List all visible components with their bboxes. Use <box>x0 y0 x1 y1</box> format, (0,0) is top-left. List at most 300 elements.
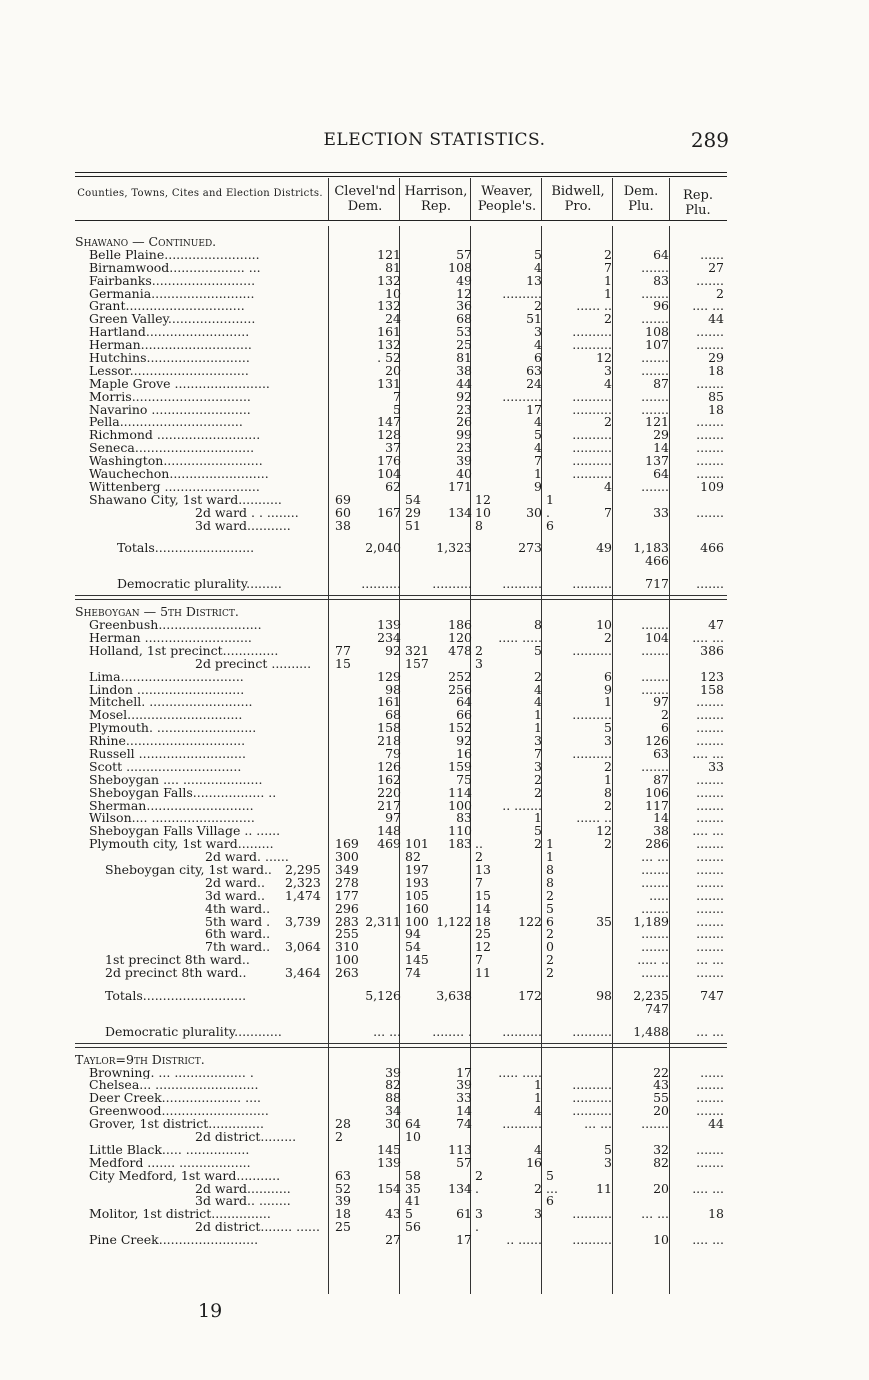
cell-pp: 2 <box>534 298 542 314</box>
cell-dpl: 104 <box>645 629 669 645</box>
cell-rep: 478 <box>448 642 472 658</box>
ward-value: 6 <box>546 517 554 533</box>
ward-value: 18 <box>335 1206 351 1222</box>
cell-rpl: 2 <box>716 285 724 301</box>
table-row <box>75 967 727 980</box>
cell-dem: 132 <box>377 337 401 353</box>
ward-value: 38 <box>335 517 351 533</box>
election-table <box>75 236 727 1247</box>
cell-pp: 17 <box>526 401 542 417</box>
cell-pp: 5 <box>534 823 542 839</box>
ward-value: 3,739 <box>285 913 321 929</box>
district-name: Sheboygan .... .................... <box>89 773 263 787</box>
cell-dem: 218 <box>377 733 401 749</box>
cell-rep: 36 <box>456 298 472 314</box>
cell-rep: 40 <box>456 466 472 482</box>
cell-dpl: 82 <box>653 1154 669 1170</box>
cell-rpl: ...... <box>700 246 724 262</box>
table-row <box>75 542 727 555</box>
district-name: 6th ward.. <box>205 928 271 942</box>
cell-pro: 4 <box>604 478 612 494</box>
row-gap <box>75 1016 727 1026</box>
cell-dpl: 33 <box>653 504 669 520</box>
table-row <box>75 339 727 352</box>
district-name: Rhine.............................. <box>89 735 246 748</box>
ward-value: 1 <box>546 849 554 865</box>
cell-rpl: ....... <box>696 836 724 852</box>
cell-pp: 4 <box>534 694 542 710</box>
cell-pp: 4 <box>534 259 542 275</box>
ward-value: 10 <box>475 504 491 520</box>
table-row <box>75 1154 727 1170</box>
ward-value: 3,464 <box>285 965 321 981</box>
ward-value: 15 <box>475 887 491 903</box>
cell-dpl: ....... <box>641 939 669 955</box>
cell-rpl: ....... <box>696 324 724 340</box>
cell-dem: 2,040 <box>365 540 401 556</box>
cell-rpl: ...... <box>700 1064 724 1080</box>
table-row <box>75 812 727 825</box>
cell-rpl: ....... <box>696 900 724 916</box>
cell-pp: 3 <box>534 324 542 340</box>
cell-rep: 26 <box>456 414 472 430</box>
district-name: Deer Creek.................... .... <box>89 1092 262 1106</box>
cell-rpl: .... ... <box>692 823 724 839</box>
cell-rpl: 18 <box>708 362 724 378</box>
ward-value: 177 <box>335 887 359 903</box>
cell-pp: 2 <box>534 668 542 684</box>
cell-dem: 92 <box>385 642 401 658</box>
table-row <box>75 928 727 941</box>
cell-dem: 145 <box>377 1141 401 1157</box>
cell-rep: 49 <box>456 272 472 288</box>
cell-rpl: ....... <box>696 1077 724 1093</box>
column-header-dem-plu: Dem. Plu. <box>623 184 659 214</box>
ward-value: 349 <box>335 861 359 877</box>
cell-pro: 3 <box>604 362 612 378</box>
cell-rpl: ....... <box>696 1154 724 1170</box>
cell-rep: 17 <box>456 1232 472 1248</box>
cell-rep: 183 <box>448 836 472 852</box>
table-row <box>75 681 727 697</box>
cell-rpl: 44 <box>708 311 724 327</box>
ward-value: 7 <box>475 952 483 968</box>
table-row <box>75 416 727 429</box>
cell-pro: ...... .. <box>576 298 612 314</box>
page-number: 289 <box>690 128 729 152</box>
cell-dem: 10 <box>385 285 401 301</box>
cell-pp: .......... <box>502 1023 542 1039</box>
cell-pp: 6 <box>534 350 542 366</box>
cell-pro: 35 <box>596 913 612 929</box>
cell-dem: 27 <box>385 1232 401 1248</box>
cell-pro: 5 <box>604 1141 612 1157</box>
ward-value: 100 <box>335 952 359 968</box>
cell-dem: 37 <box>385 440 401 456</box>
cell-dpl: 29 <box>653 427 669 443</box>
district-name: Plymouth. ......................... <box>89 722 257 736</box>
cell-rpl: ....... <box>696 1090 724 1106</box>
ward-value: 39 <box>335 1193 351 1209</box>
ward-value: . <box>475 1219 479 1235</box>
ward-value: 7 <box>475 874 483 890</box>
cell-pro: 3 <box>604 733 612 749</box>
ward-value: ... <box>546 1180 558 1196</box>
cell-pro: 12 <box>596 823 612 839</box>
header-divider <box>399 178 400 220</box>
county-heading-row <box>75 606 727 619</box>
cell-rep: 256 <box>448 681 472 697</box>
district-name: 2d ward.. <box>205 876 266 890</box>
table-row <box>75 1131 727 1144</box>
cell-dem: 131 <box>377 375 401 391</box>
cell-dem: 97 <box>385 810 401 826</box>
cell-pro: 2 <box>604 797 612 813</box>
district-name: 3d ward........... <box>195 519 291 533</box>
ward-value: 41 <box>405 1193 421 1209</box>
cell-rpl: .... ... <box>692 745 724 761</box>
cell-pro: .......... <box>572 401 612 417</box>
cell-dpl: ....... <box>641 285 669 301</box>
cell-dpl: 97 <box>653 694 669 710</box>
cell-pro: ...... .. <box>576 810 612 826</box>
table-row <box>75 401 727 417</box>
cell-dpl: 32 <box>653 1141 669 1157</box>
cell-pro: 1 <box>604 694 612 710</box>
cell-dem: 161 <box>377 324 401 340</box>
district-name: 2d precinct 8th ward.. <box>105 967 247 980</box>
cell-pp: 4 <box>534 414 542 430</box>
cell-pp: 7 <box>534 745 542 761</box>
cell-rpl: ....... <box>696 337 724 353</box>
district-name: Plymouth city, 1st ward......... <box>89 838 274 852</box>
cell-dem: 154 <box>377 1180 401 1196</box>
cell-pp: 13 <box>526 272 542 288</box>
ward-value: 15 <box>335 655 351 671</box>
cell-pp: 1 <box>534 720 542 736</box>
table-row <box>75 1064 727 1080</box>
cell-rep: 186 <box>448 617 472 633</box>
ward-value: 82 <box>405 849 421 865</box>
ward-value: 77 <box>335 642 351 658</box>
table-row <box>75 941 727 954</box>
cell-dpl: 63 <box>653 745 669 761</box>
cell-pro: 1 <box>604 272 612 288</box>
table-row <box>75 735 727 748</box>
cell-dem: 104 <box>377 466 401 482</box>
ward-value: 52 <box>335 1180 351 1196</box>
cell-pro: .......... <box>572 440 612 456</box>
table-row <box>75 619 727 632</box>
district-name: 2d district......... <box>195 1131 297 1144</box>
cell-rpl: 18 <box>708 401 724 417</box>
ward-value: .. <box>475 836 483 852</box>
cell-dpl: ....... <box>641 311 669 327</box>
cell-dpl: ....... <box>641 259 669 275</box>
district-name: Maple Grove ........................ <box>89 377 270 391</box>
cell-dpl: ... ... <box>641 849 669 865</box>
cell-dem: 132 <box>377 272 401 288</box>
district-name: Scott ............................. <box>89 760 242 774</box>
table-row <box>75 745 727 761</box>
cell-pro: 6 <box>604 668 612 684</box>
ward-value: 3,064 <box>285 939 321 955</box>
cell-dem: 79 <box>385 745 401 761</box>
cell-dem: 234 <box>377 629 401 645</box>
cell-rep: 33 <box>456 1090 472 1106</box>
table-row <box>75 517 727 533</box>
ward-value: 1 <box>546 491 554 507</box>
cell-dem: 68 <box>385 707 401 723</box>
cell-rpl: ....... <box>696 504 724 520</box>
cell-dpl: ....... <box>641 926 669 942</box>
ward-value: 2 <box>546 952 554 968</box>
ward-value: 5 <box>546 1167 554 1183</box>
ward-value: 63 <box>335 1167 351 1183</box>
district-name: Richmond .......................... <box>89 429 261 443</box>
district-name: Grover, 1st district.............. <box>89 1118 264 1132</box>
ward-value: 69 <box>335 491 351 507</box>
section-double-rule <box>75 595 727 600</box>
ward-value: 8 <box>546 874 554 890</box>
cell-pp: 4 <box>534 1103 542 1119</box>
cell-rep: 252 <box>448 668 472 684</box>
table-row <box>75 954 727 967</box>
cell-rpl: 44 <box>708 1116 724 1132</box>
cell-rpl: ....... <box>696 720 724 736</box>
cell-pro: 2 <box>604 836 612 852</box>
cell-rep: 134 <box>448 1180 472 1196</box>
cell-pro: 5 <box>604 720 612 736</box>
cell-rep: 57 <box>456 246 472 262</box>
district-name: Democratic plurality............ <box>105 1025 282 1039</box>
cell-pp: 1 <box>534 1090 542 1106</box>
district-name: Green Valley...................... <box>89 313 256 327</box>
district-name: Holland, 1st precinct.............. <box>89 644 279 658</box>
table-row <box>75 442 727 455</box>
cell-pro: 12 <box>596 350 612 366</box>
table-row <box>75 478 727 494</box>
ward-value: 51 <box>405 517 421 533</box>
cell-pp: 63 <box>526 362 542 378</box>
ward-value: 101 <box>405 836 429 852</box>
district-name: Sheboygan city, 1st ward.. <box>105 863 272 877</box>
district-name: 1st precinct 8th ward.. <box>105 954 250 968</box>
cell-pp: 4 <box>534 681 542 697</box>
county-heading: Sheboygan — 5th District. <box>75 606 239 620</box>
cell-dem: 7 <box>393 388 401 404</box>
cell-pp: 51 <box>526 311 542 327</box>
cell-dem: 158 <box>377 720 401 736</box>
ward-value: 10 <box>405 1129 421 1144</box>
cell-dpl: 87 <box>653 375 669 391</box>
ward-value: 13 <box>475 861 491 877</box>
cell-rpl: ....... <box>696 272 724 288</box>
cell-rpl: ....... <box>696 887 724 903</box>
table-row <box>75 655 727 671</box>
cell-rep: 14 <box>456 1103 472 1119</box>
table-row <box>75 1221 727 1234</box>
cell-pp: 1 <box>534 810 542 826</box>
cell-dpl: ....... <box>641 617 669 633</box>
cell-dem: 43 <box>385 1206 401 1222</box>
ward-value: 157 <box>405 655 429 671</box>
cell-pro: .......... <box>572 745 612 761</box>
cell-rpl: ....... <box>696 466 724 482</box>
ward-value: 169 <box>335 836 359 852</box>
ward-value: 145 <box>405 952 429 968</box>
district-name: Sheboygan Falls.................. .. <box>89 786 277 800</box>
ward-value: 3 <box>475 1206 483 1222</box>
ward-value: 56 <box>405 1219 421 1235</box>
table-row <box>75 326 727 339</box>
cell-dpl: 107 <box>645 337 669 353</box>
cell-rep: 12 <box>456 285 472 301</box>
header-divider <box>470 178 471 220</box>
cell-dpl: 6 <box>661 720 669 736</box>
cell-dpl: ....... <box>641 642 669 658</box>
ward-value: 12 <box>475 491 491 507</box>
table-row <box>75 797 727 813</box>
cell-rpl: 386 <box>700 642 724 658</box>
district-name: Greenwood........................... <box>89 1105 269 1119</box>
cell-rpl: ... ... <box>696 952 724 968</box>
column-header-pro: Bidwell, Pro. <box>551 184 605 214</box>
cell-rpl: ....... <box>696 874 724 890</box>
cell-rpl: ....... <box>696 939 724 955</box>
cell-dpl: 717 <box>645 576 669 592</box>
ward-value: 100 <box>405 913 429 929</box>
cell-dpl: 43 <box>653 1077 669 1093</box>
cell-dpl: 286 <box>645 836 669 852</box>
cell-dem: 128 <box>377 427 401 443</box>
cell-pro: 2 <box>604 414 612 430</box>
cell-dem: 161 <box>377 694 401 710</box>
county-heading-row <box>75 236 727 249</box>
cell-pp: .......... <box>502 576 542 592</box>
cell-rpl: 466 <box>700 540 724 556</box>
cell-pp: 9 <box>534 478 542 494</box>
ward-value: 54 <box>405 939 421 955</box>
district-name: City Medford, 1st ward........... <box>89 1169 281 1183</box>
row-gap <box>75 568 727 578</box>
table-row <box>75 285 727 301</box>
cell-dpl: 108 <box>645 324 669 340</box>
table-row <box>75 1023 727 1039</box>
ward-value: 35 <box>405 1180 421 1196</box>
cell-dpl: 747 <box>645 1000 669 1016</box>
ward-value: 310 <box>335 939 359 955</box>
column-header-peoples: Weaver, People's. <box>477 184 537 214</box>
table-row <box>75 1180 727 1196</box>
table-row <box>75 429 727 442</box>
cell-pp: 8 <box>534 617 542 633</box>
cell-pp: 3 <box>534 758 542 774</box>
district-name: Mosel............................. <box>89 709 243 723</box>
cell-dpl: ....... <box>641 362 669 378</box>
table-row <box>75 1118 727 1131</box>
cell-dem: 469 <box>377 836 401 852</box>
cell-pp: 24 <box>526 375 542 391</box>
page-header <box>0 130 869 154</box>
table-row <box>75 504 727 520</box>
ward-value: 255 <box>335 926 359 942</box>
cell-pp: 2 <box>534 1180 542 1196</box>
ward-value: 60 <box>335 504 351 520</box>
cell-rep: 108 <box>448 259 472 275</box>
district-name: Sheboygan Falls Village .. ...... <box>89 825 281 839</box>
table-row <box>75 825 727 838</box>
ward-value: 1 <box>546 836 554 852</box>
cell-pro: 3 <box>604 1154 612 1170</box>
cell-pro: .......... <box>572 1077 612 1093</box>
cell-pp: 1 <box>534 707 542 723</box>
ward-value: 263 <box>335 965 359 981</box>
cell-rpl: ....... <box>696 797 724 813</box>
cell-dem: 98 <box>385 681 401 697</box>
district-name: Chelsea... .......................... <box>89 1079 259 1093</box>
cell-pp: 122 <box>518 913 542 929</box>
cell-rpl: ....... <box>696 965 724 981</box>
ward-value: 2 <box>546 887 554 903</box>
cell-pp: .. ...... <box>506 1232 542 1248</box>
table-row <box>75 362 727 378</box>
column-header-dem: Clevel'nd Dem. <box>334 184 396 214</box>
cell-dpl: 1,183 <box>633 540 669 556</box>
cell-rep: 110 <box>448 823 472 839</box>
cell-pro: .......... <box>572 388 612 404</box>
cell-rep: 152 <box>448 720 472 736</box>
cell-pp: 4 <box>534 1141 542 1157</box>
table-row <box>75 1208 727 1221</box>
cell-dem: . 52 <box>377 350 401 366</box>
ward-value: . <box>475 1180 479 1196</box>
cell-pp: .......... <box>502 1116 542 1132</box>
table-row <box>75 642 727 658</box>
cell-rep: 92 <box>456 733 472 749</box>
ward-value: 300 <box>335 849 359 865</box>
cell-dem: 20 <box>385 362 401 378</box>
cell-rep: 113 <box>448 1141 472 1157</box>
cell-rep: 57 <box>456 1154 472 1170</box>
header-divider <box>541 178 542 220</box>
district-name: Lessor.............................. <box>89 364 249 378</box>
cell-rep: 81 <box>456 350 472 366</box>
cell-rep: 16 <box>456 745 472 761</box>
cell-rep: 75 <box>456 771 472 787</box>
ward-value: 54 <box>405 491 421 507</box>
cell-pro: .......... <box>572 466 612 482</box>
cell-dem: 82 <box>385 1077 401 1093</box>
cell-dpl: ....... <box>641 478 669 494</box>
cell-pp: 1 <box>534 466 542 482</box>
county-heading-row <box>75 1054 727 1067</box>
ward-value: 105 <box>405 887 429 903</box>
cell-dem: 147 <box>377 414 401 430</box>
cell-rep: .......... <box>432 576 472 592</box>
cell-rpl: .... ... <box>692 298 724 314</box>
cell-rep: 64 <box>456 694 472 710</box>
table-row <box>75 1141 727 1157</box>
ward-value: 197 <box>405 861 429 877</box>
cell-dpl: 38 <box>653 823 669 839</box>
cell-rpl: 109 <box>700 478 724 494</box>
cell-dpl: 14 <box>653 810 669 826</box>
table-row <box>75 758 727 774</box>
cell-dpl: 117 <box>645 797 669 813</box>
cell-pp: ..... ..... <box>498 1064 542 1080</box>
cell-pro: .......... <box>572 337 612 353</box>
